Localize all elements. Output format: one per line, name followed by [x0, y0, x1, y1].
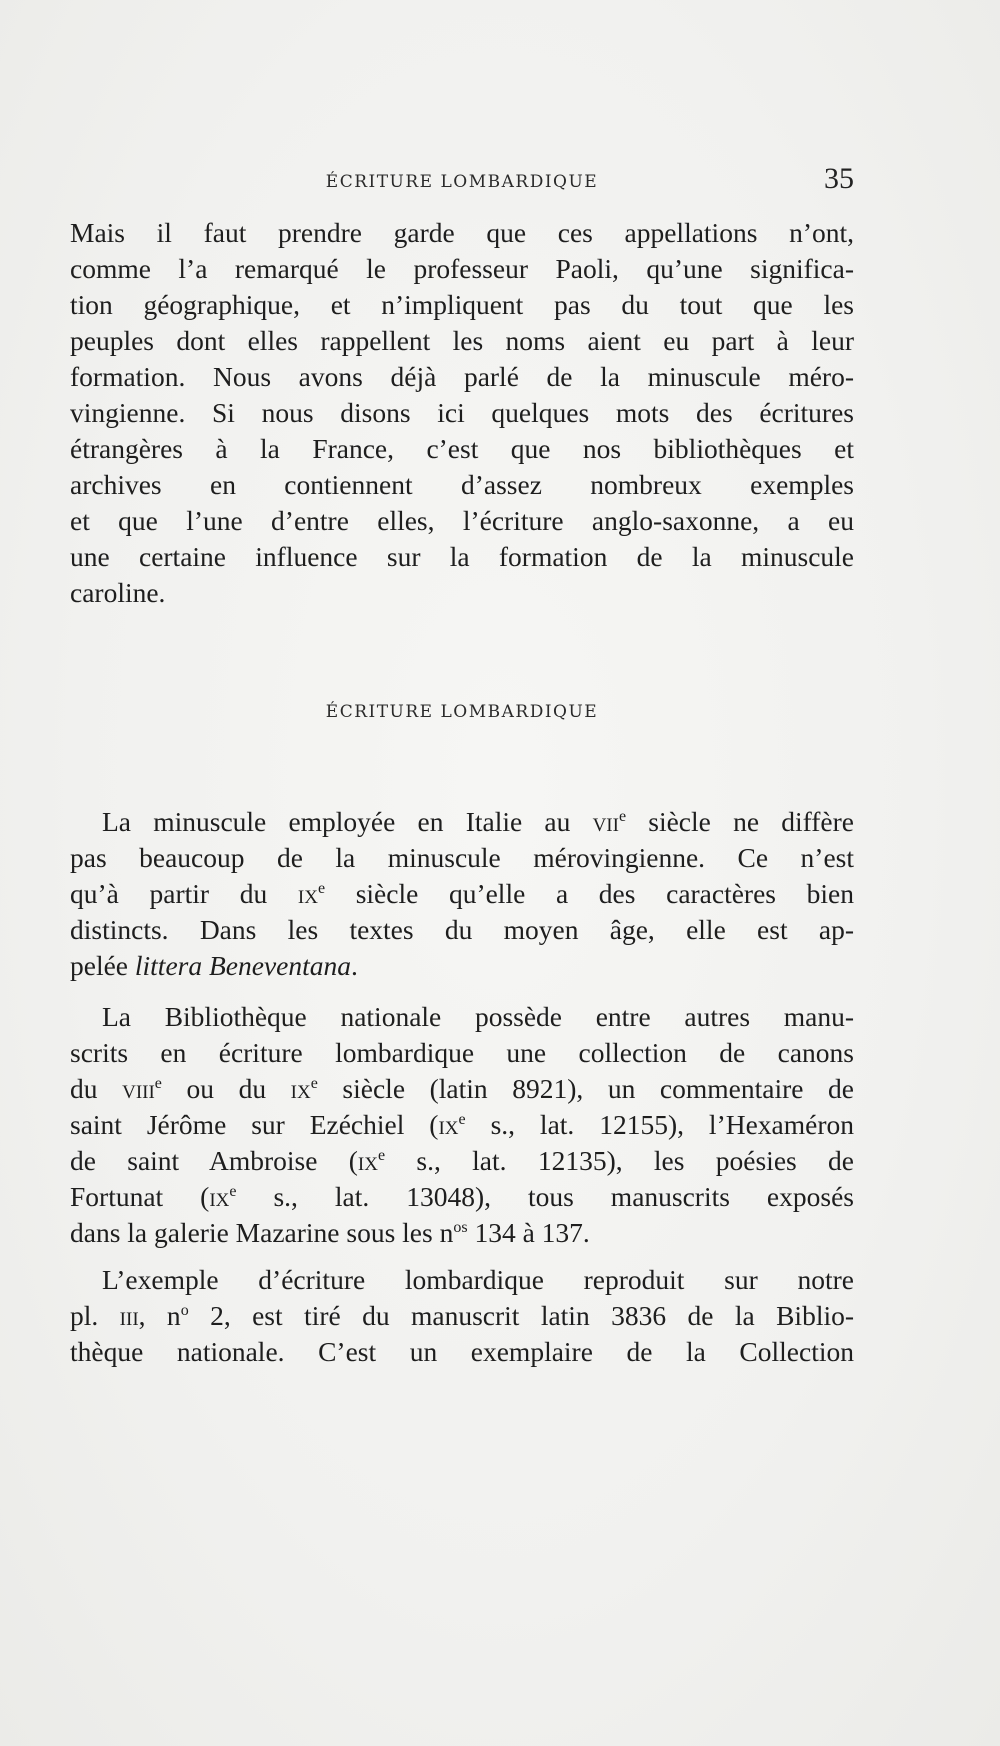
text-line: formation. Nous avons déjà parlé de la minuscule méro- — [70, 361, 854, 392]
text-line: Fortunat ($ix^e$ s., lat. 13048), tous manuscrits exposés — [70, 1181, 854, 1212]
text-line: L’exemple d’écriture lombardique reproduit sur notre — [102, 1264, 854, 1295]
text-line: peuples dont elles rappellent les noms aient eu part à leur — [70, 325, 854, 356]
text-line: vingienne. Si nous disons ici quelques mots des écritures — [70, 397, 854, 428]
text-line: et que l’une d’entre elles, l’écriture anglo-saxonne, a eu — [70, 505, 854, 536]
text-line: comme l’a remarqué le professeur Paoli, qu’une significa- — [70, 253, 854, 284]
text-line: pelée littera Beneventana. — [70, 950, 358, 981]
text-line: scrits en écriture lombardique une collection de canons — [70, 1037, 854, 1068]
text-line: du viii$^e$ ou du $ix^e$ siècle (latin 8921), un commentaire de — [70, 1073, 855, 1104]
text-line: pas beaucoup de la minuscule mérovingienne. Ce n’est — [70, 842, 854, 873]
paragraph-lombardic-minuscule — [70, 804, 854, 984]
text-line: thèque nationale. C’est un exemplaire de la Collection — [70, 1336, 854, 1367]
page-number: 35 — [824, 162, 854, 195]
text-line: archives en contiennent d’assez nombreux exemples — [70, 469, 854, 500]
running-title: ÉCRITURE LOMBARDIQUE — [325, 172, 599, 192]
text-line: caroline. — [70, 577, 166, 608]
text-line: de saint Ambroise ($ix^e$ s., lat. 12135), les poésies de — [70, 1145, 854, 1176]
text-line: dans la galerie Mazarine sous les $n^{os}$ 134 à 137. — [70, 1217, 590, 1248]
running-head — [70, 162, 854, 202]
text-line: une certaine influence sur la formation de la minuscule — [70, 541, 854, 572]
text-line: Mais il faut prendre garde que ces appellations n’ont, — [70, 217, 854, 248]
text-line: pl. iii, $n^o$ 2, est tiré du manuscrit latin 3836 de la Biblio- — [70, 1300, 855, 1331]
text-line: La Bibliothèque nationale possède entre autres manu- — [102, 1001, 854, 1032]
paragraph-example — [70, 1262, 854, 1370]
text-line: qu’à partir du $ix^e$ siècle qu’elle a des caractères bien — [70, 878, 854, 909]
section-heading: ÉCRITURE LOMBARDIQUE — [325, 702, 599, 722]
paragraph-intro — [70, 215, 854, 611]
latin-term: littera Beneventana — [134, 950, 351, 981]
text-line: La minuscule employée en Italie au vii$^e$ siècle ne diffère — [102, 806, 855, 837]
text-line: étrangères à la France, c’est que nos bibliothèques et — [70, 433, 854, 464]
paragraph-bibliotheque — [70, 999, 854, 1251]
text-line: tion géographique, et n’impliquent pas du tout que les — [70, 289, 854, 320]
text-line: saint Jérôme sur Ezéchiel ($ix^e$ s., lat. 12155), l’Hexaméron — [70, 1109, 854, 1140]
text-line: distincts. Dans les textes du moyen âge, elle est ap- — [70, 914, 854, 945]
